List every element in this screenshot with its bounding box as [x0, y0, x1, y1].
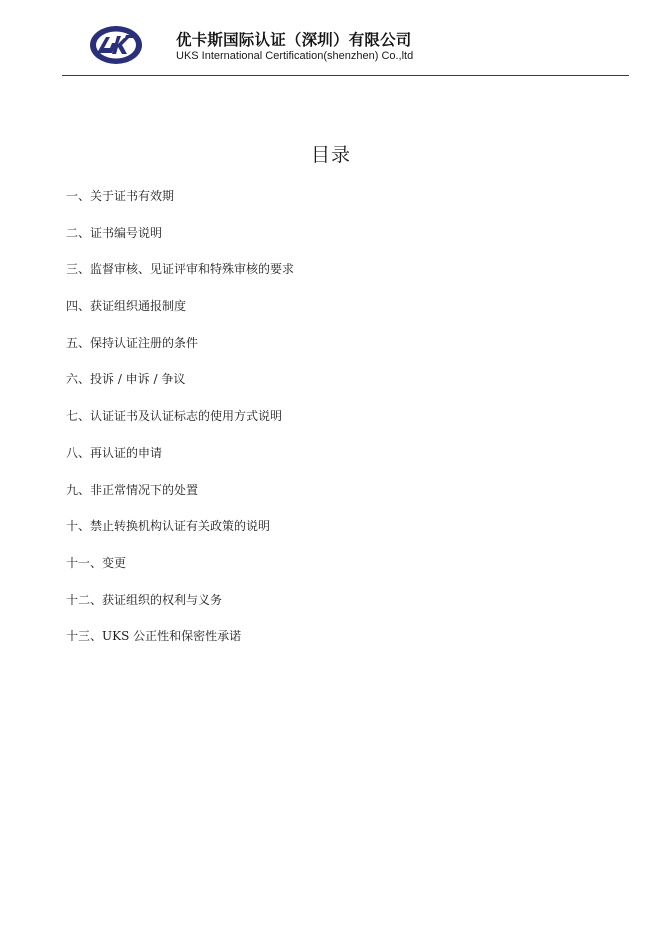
company-name-cn: 优卡斯国际认证（深圳）有限公司: [176, 31, 412, 49]
header-divider: [62, 75, 629, 76]
toc-item-changes[interactable]: 十一、变更: [66, 555, 127, 570]
toc-item-abnormal-situations[interactable]: 九、非正常情况下的处置: [66, 482, 199, 497]
toc-item-transfer-policy[interactable]: 十、禁止转换机构认证有关政策的说明: [66, 519, 271, 534]
uks-logo-icon: [88, 24, 144, 66]
toc-item-registration-conditions[interactable]: 五、保持认证注册的条件: [66, 335, 199, 350]
toc-item-rights-obligations[interactable]: 十二、获证组织的权利与义务: [66, 592, 223, 607]
letterhead: [62, 18, 628, 76]
toc-item-certificate-mark-usage[interactable]: 七、认证证书及认证标志的使用方式说明: [66, 409, 283, 424]
toc-item-certificate-validity[interactable]: 一、关于证书有效期: [66, 189, 175, 203]
toc-item-recertification[interactable]: 八、再认证的申请: [66, 445, 163, 460]
table-of-contents: [66, 188, 294, 665]
toc-item-impartiality-confidentiality[interactable]: 十三、UKS 公正性和保密性承诺: [66, 629, 242, 644]
toc-title: 目录: [310, 144, 351, 166]
toc-item-audit-requirements[interactable]: 三、监督审核、见证评审和特殊审核的要求: [66, 262, 295, 277]
toc-item-notification-system[interactable]: 四、获证组织通报制度: [66, 299, 187, 314]
toc-item-certificate-number[interactable]: 二、证书编号说明: [66, 225, 163, 240]
company-name-en: UKS International Certification(shenzhen) Co.,ltd: [176, 50, 414, 62]
toc-item-complaints-appeals[interactable]: 六、投诉 / 申诉 / 争议: [66, 372, 186, 387]
